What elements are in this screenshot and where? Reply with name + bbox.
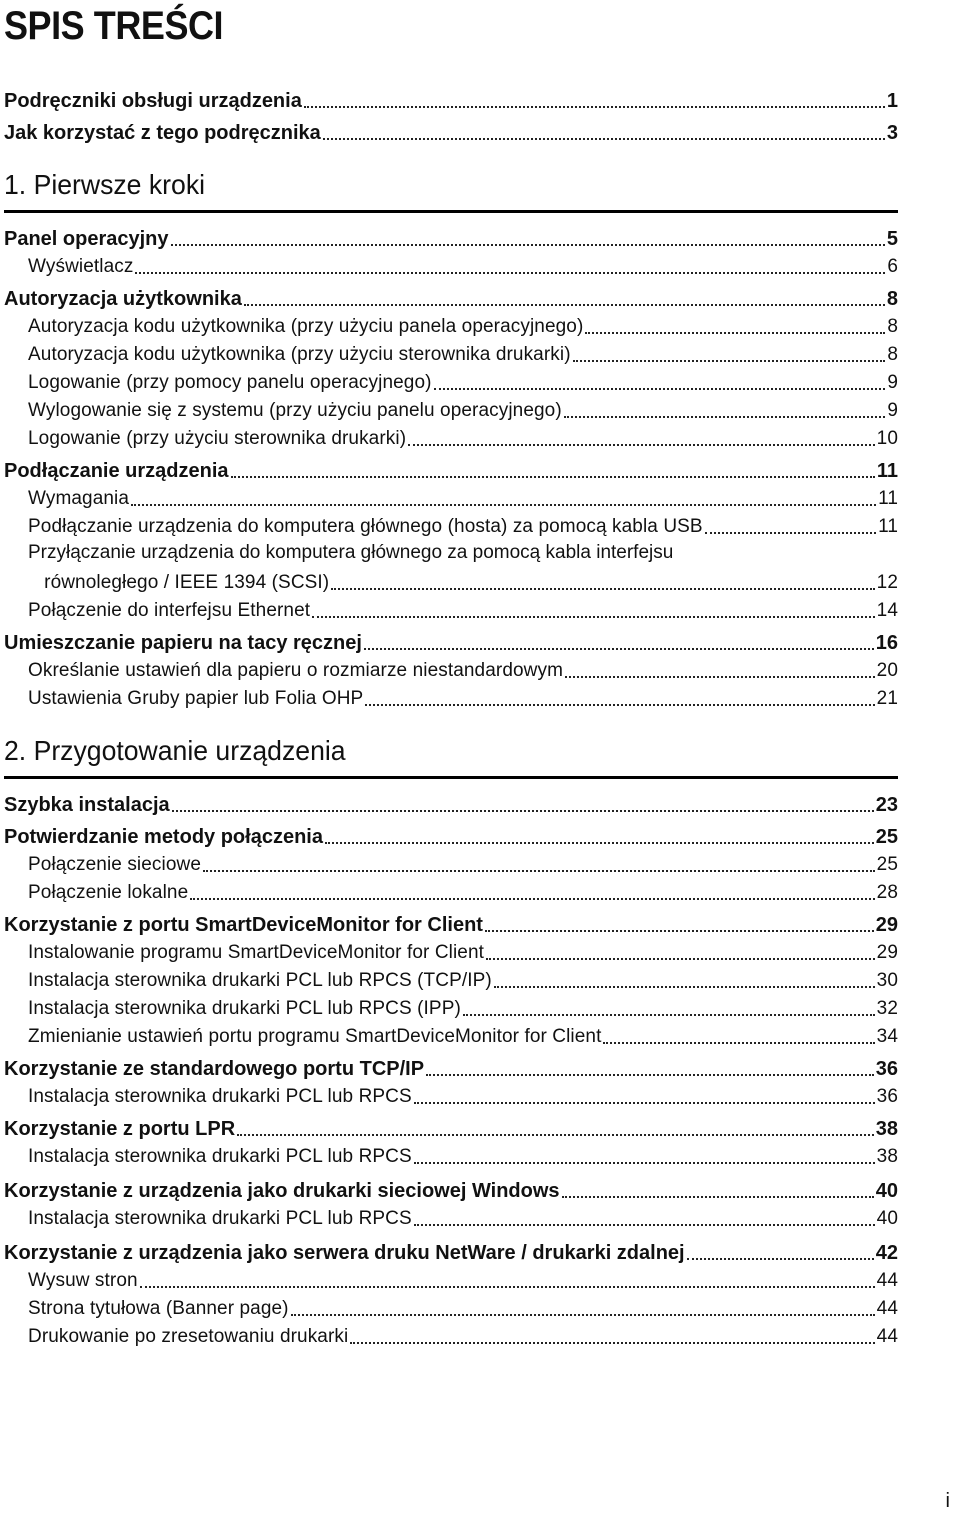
toc-entry-sub[interactable] — [28, 938, 898, 966]
toc-entry-main[interactable] — [4, 822, 898, 850]
toc-entry-page: 14 — [876, 600, 898, 621]
toc-entry-page: 34 — [876, 1026, 898, 1047]
toc-entry-page: 3 — [886, 122, 898, 144]
toc-entry-sub[interactable] — [28, 994, 898, 1022]
dot-leader — [426, 1074, 874, 1076]
dot-leader — [562, 1196, 874, 1198]
toc-entry-title: Instalacja sterownika drukarki PCL lub RPCS — [28, 1208, 412, 1229]
toc-entry-sub[interactable] — [28, 656, 898, 684]
toc-entry-title: Określanie ustawień dla papieru o rozmiarze niestandardowym — [28, 660, 563, 681]
toc-entry-main[interactable] — [4, 224, 898, 252]
toc-entry-main[interactable] — [4, 284, 898, 312]
toc-entry-page: 30 — [876, 970, 898, 991]
dot-leader — [565, 676, 875, 678]
toc-entry-title: Instalacja sterownika drukarki PCL lub RPCS — [28, 1146, 412, 1167]
dot-leader — [291, 1314, 875, 1316]
toc-entry-title: Umieszczanie papieru na tacy ręcznej — [4, 632, 362, 654]
toc-entry-page: 5 — [886, 228, 898, 250]
toc-entry-page: 40 — [875, 1180, 898, 1202]
dot-leader — [244, 304, 885, 306]
toc-entry-sub[interactable] — [28, 1082, 898, 1110]
dot-leader — [585, 332, 885, 334]
dot-leader — [365, 704, 874, 706]
dot-leader — [312, 616, 875, 618]
toc-entry-page: 40 — [876, 1208, 898, 1229]
toc-entry-page: 21 — [876, 688, 898, 709]
toc-entry-page: 12 — [876, 572, 898, 593]
toc-chapter-heading — [4, 168, 898, 213]
toc-entry-sub[interactable] — [28, 850, 898, 878]
toc-entry-main[interactable] — [4, 456, 898, 484]
toc-entry-text: Przyłączanie urządzenia do komputera głównego za pomocą kabla interfejsu — [28, 542, 674, 563]
toc-entry-sub[interactable] — [28, 396, 898, 424]
toc-entry-title: Panel operacyjny — [4, 228, 169, 250]
toc-entry-main[interactable] — [4, 1114, 898, 1142]
toc-entry-sub[interactable] — [28, 568, 898, 596]
toc-entry-sub[interactable] — [28, 596, 898, 624]
toc-entry-page: 38 — [875, 1118, 898, 1140]
toc-entry-page: 44 — [876, 1270, 898, 1291]
page-title: SPIS TREŚCI — [4, 4, 224, 48]
toc-entry-title: Podłączanie urządzenia — [4, 460, 229, 482]
toc-entry-title: Wymagania — [28, 488, 130, 509]
toc-entry-page: 8 — [886, 288, 898, 310]
toc-entry-title: Szybka instalacja — [4, 794, 170, 816]
toc-entry-sub[interactable] — [28, 966, 898, 994]
toc-entry-sub[interactable] — [28, 368, 898, 396]
toc-entry-page: 10 — [876, 428, 898, 449]
dot-leader — [603, 1042, 874, 1044]
dot-leader — [564, 416, 886, 418]
dot-leader — [414, 1162, 875, 1164]
toc-entry-page: 25 — [876, 854, 898, 875]
toc-entry-sub[interactable] — [28, 1322, 898, 1350]
toc-entry-page: 44 — [876, 1298, 898, 1319]
toc-entry-title: Instalacja sterownika drukarki PCL lub RPCS (TCP/IP) — [28, 970, 492, 991]
toc-entry-page: 36 — [875, 1058, 898, 1080]
toc-entry-page: 42 — [875, 1242, 898, 1264]
toc-entry-page: 29 — [876, 942, 898, 963]
toc-entry-sub[interactable] — [28, 1142, 898, 1170]
toc-entry-sub[interactable] — [28, 684, 898, 712]
toc-entry-title: Połączenie do interfejsu Ethernet — [28, 600, 311, 621]
dot-leader — [331, 588, 874, 590]
toc-entry-main[interactable] — [4, 1176, 898, 1204]
toc-entry-sub[interactable] — [28, 424, 898, 452]
toc-entry-title: Autoryzacja kodu użytkownika (przy użyciu sterownika drukarki) — [28, 344, 571, 365]
toc-entry-main[interactable] — [4, 910, 898, 938]
toc-entry-title: Potwierdzanie metody połączenia — [4, 826, 323, 848]
dot-leader — [325, 842, 874, 844]
toc-entry-title: Wylogowanie się z systemu (przy użyciu panelu operacyjnego) — [28, 400, 562, 421]
toc-entry-page: 32 — [876, 998, 898, 1019]
toc-entry-title: Korzystanie z portu LPR — [4, 1118, 236, 1140]
toc-entry-sub[interactable] — [28, 1022, 898, 1050]
page-number: i — [945, 1490, 950, 1512]
toc-entry-page: 11 — [878, 488, 898, 509]
toc-entry-title: Wysuw stron — [28, 1270, 138, 1291]
toc-entry-page: 28 — [876, 882, 898, 903]
dot-leader — [304, 106, 885, 108]
dot-leader — [140, 1286, 875, 1288]
toc-entry-title: Połączenie sieciowe — [28, 854, 201, 875]
chapter-title: 1. Pierwsze kroki — [4, 169, 206, 200]
toc-entry-page: 9 — [887, 400, 898, 421]
toc-entry-sub[interactable] — [28, 1204, 898, 1232]
dot-leader — [687, 1258, 874, 1260]
toc-entry-main[interactable] — [4, 628, 898, 656]
toc-entry-title: Podłączanie urządzenia do komputera głównego (hosta) za pomocą kabla USB — [28, 516, 703, 537]
dot-leader — [364, 648, 874, 650]
toc-entry-title: Jak korzystać z tego podręcznika — [4, 122, 321, 144]
toc-entry-title: Autoryzacja kodu użytkownika (przy użyciu panela operacyjnego) — [28, 316, 584, 337]
dot-leader — [414, 1102, 875, 1104]
toc-entry-title: Strona tytułowa (Banner page) — [28, 1298, 289, 1319]
toc-entry-sub[interactable] — [28, 512, 898, 540]
dot-leader — [494, 986, 875, 988]
chapter-title: 2. Przygotowanie urządzenia — [4, 735, 346, 766]
toc-entry-main[interactable] — [4, 118, 898, 146]
toc-entry-title: Zmienianie ustawień portu programu SmartDeviceMonitor for Client — [28, 1026, 602, 1047]
toc-entry-page: 25 — [875, 826, 898, 848]
toc-entry-main[interactable] — [4, 1238, 898, 1266]
dot-leader — [131, 504, 876, 506]
toc-entry-page: 1 — [886, 90, 898, 112]
toc-entry-title: Instalacja sterownika drukarki PCL lub RPCS — [28, 1086, 412, 1107]
toc-entry-title: Podręczniki obsługi urządzenia — [4, 90, 302, 112]
toc-entry-main[interactable] — [4, 790, 898, 818]
toc-entry-page: 29 — [875, 914, 898, 936]
dot-leader — [171, 244, 885, 246]
toc-entry-title: Ustawienia Gruby papier lub Folia OHP — [28, 688, 364, 709]
dot-leader — [350, 1342, 874, 1344]
toc-entry-title: Logowanie (przy użyciu sterownika drukarki) — [28, 428, 407, 449]
toc-entry-sub[interactable] — [28, 484, 898, 512]
dot-leader — [705, 532, 876, 534]
dot-leader — [190, 898, 874, 900]
toc-entry-title: Instalowanie programu SmartDeviceMonitor for Client — [28, 942, 485, 963]
toc-entry-title: Korzystanie z portu SmartDeviceMonitor for Client — [4, 914, 483, 936]
dot-leader — [231, 476, 875, 478]
toc-entry-title: równoległego / IEEE 1394 (SCSI) — [28, 572, 330, 593]
toc-entry-sub[interactable] — [28, 340, 898, 368]
toc-entry-page: 8 — [887, 344, 898, 365]
dot-leader — [203, 870, 875, 872]
toc-entry-title: Korzystanie ze standardowego portu TCP/IP — [4, 1058, 425, 1080]
toc-entry-page: 20 — [876, 660, 898, 681]
toc-entry-page: 11 — [878, 516, 898, 537]
toc-entry-page: 44 — [876, 1326, 898, 1347]
toc-entry-page: 16 — [875, 632, 898, 654]
toc-entry-page: 9 — [887, 372, 898, 393]
toc-entry-page: 38 — [876, 1146, 898, 1167]
toc-entry-title: Wyświetlacz — [28, 256, 134, 277]
toc-entry-title: Logowanie (przy pomocy panelu operacyjnego) — [28, 372, 432, 393]
toc-entry-title: Drukowanie po zresetowaniu drukarki — [28, 1326, 349, 1347]
toc-entry-sub[interactable] — [28, 252, 898, 280]
dot-leader — [323, 138, 885, 140]
dot-leader — [486, 958, 875, 960]
toc-entry-title: Korzystanie z urządzenia jako serwera druku NetWare / drukarki zdalnej — [4, 1242, 685, 1264]
dot-leader — [135, 272, 885, 274]
toc-entry-page: 36 — [876, 1086, 898, 1107]
dot-leader — [485, 930, 874, 932]
toc-entry-main[interactable] — [4, 1054, 898, 1082]
toc-entry-main[interactable] — [4, 86, 898, 114]
dot-leader — [172, 810, 874, 812]
toc-entry-page: 11 — [876, 460, 898, 482]
toc-entry-sub[interactable] — [28, 1294, 898, 1322]
toc-entry-page: 23 — [875, 794, 898, 816]
dot-leader — [463, 1014, 875, 1016]
toc-entry-sub[interactable] — [28, 1266, 898, 1294]
toc-entry-title: Instalacja sterownika drukarki PCL lub RPCS (IPP) — [28, 998, 461, 1019]
toc-entry-page: 8 — [887, 316, 898, 337]
toc-chapter-heading — [4, 734, 898, 779]
dot-leader — [414, 1224, 875, 1226]
dot-leader — [573, 360, 886, 362]
toc-entry-title: Autoryzacja użytkownika — [4, 288, 242, 310]
dot-leader — [434, 388, 886, 390]
toc-entry-title: Połączenie lokalne — [28, 882, 189, 903]
dot-leader — [408, 444, 875, 446]
toc-entry-sub[interactable] — [28, 312, 898, 340]
toc-entry-sub[interactable] — [28, 878, 898, 906]
toc-entry-page: 6 — [887, 256, 898, 277]
toc-entry-title: Korzystanie z urządzenia jako drukarki sieciowej Windows — [4, 1180, 560, 1202]
dot-leader — [237, 1134, 874, 1136]
